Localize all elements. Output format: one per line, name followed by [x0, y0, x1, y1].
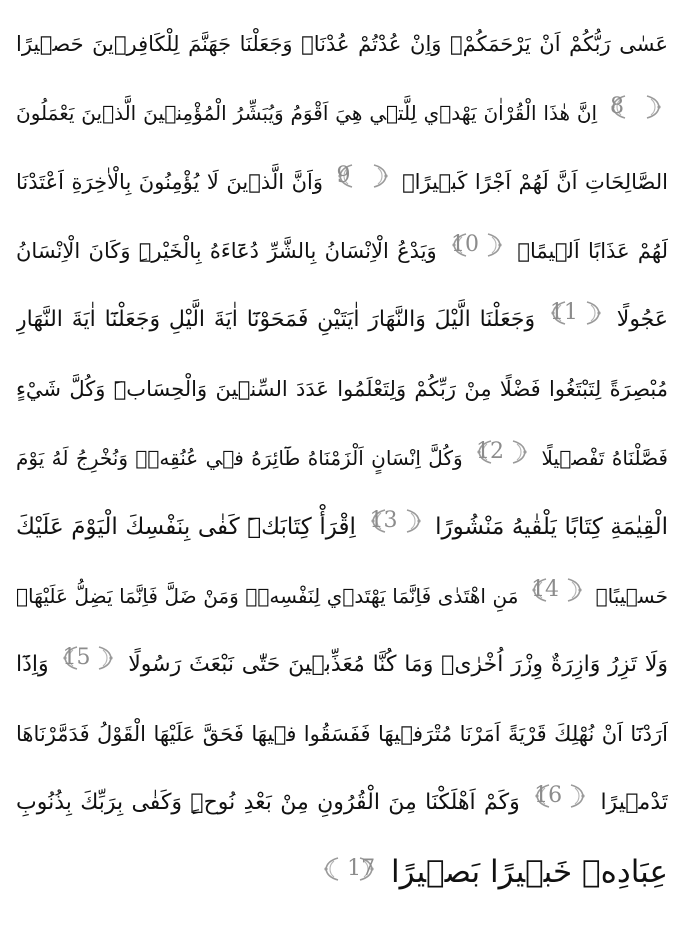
text-line	[16, 152, 668, 221]
ayah-number-marker	[337, 159, 389, 193]
ayah-number-marker	[550, 296, 602, 330]
verse-text: تَدْم۪يرًا	[600, 790, 668, 815]
ayah-number: 17	[347, 856, 376, 881]
ayah-number-marker	[451, 228, 503, 262]
verse-text: وَلَا تَزِرُ وَازِرَةٌ وِزْرَ اُخْرٰىۜ وَمَا كُنَّا مُعَذِّب۪ينَ حَتّٰى نَبْعَثَ رَسُولًا	[128, 652, 668, 677]
verse-text: وَاَنَّ الَّذ۪ينَ لَا يُؤْمِنُونَ بِالْاٰخِرَةِ اَعْتَدْنَا	[16, 170, 324, 194]
ayah-number-marker	[610, 90, 662, 124]
verse-text: الْقِيٰمَةِ كِتَابًا يَلْقٰيهُ مَنْشُورًا	[435, 514, 668, 540]
verse-text: وَاِذَٓا	[16, 652, 49, 677]
text-line	[16, 428, 668, 497]
ayah-number-marker	[370, 504, 422, 538]
text-line	[16, 14, 668, 83]
verse-text: وَكُلَّ اِنْسَانٍ اَلْزَمْنَاهُ طَٓائِرَهُ ف۪ي عُنُقِه۪ۜ وَنُخْرِجُ لَهُ يَوْمَ	[16, 446, 463, 470]
ayah-number: 14	[531, 577, 560, 602]
verse-text: اَرَدْنَٓا اَنْ نُهْلِكَ قَرْيَةً اَمَرْنَا مُتْرَف۪يهَا فَفَسَقُوا ف۪يهَا فَحَقَّ عَلَيْهَا الْقَوْلُ فَدَمَّرْنَاهَا	[16, 722, 668, 746]
ayah-number-marker	[534, 779, 586, 813]
verse-text: حَس۪يبًاۜ	[595, 584, 668, 608]
ayah-number-marker	[476, 435, 528, 469]
text-line	[16, 290, 668, 359]
ayah-number-marker	[323, 852, 375, 886]
text-line	[16, 83, 668, 152]
verse-text: وَيَدْعُ الْاِنْسَانُ بِالشَّرِّ دُعَٓاءَهُ بِالْخَيْرِۜ وَكَانَ الْاِنْسَانُ	[16, 239, 437, 263]
ayah-number: 12	[476, 439, 505, 464]
ayah-number: 9	[336, 163, 351, 188]
verse-text: اِقْرَأْ كِتَابَكَۜ كَفٰى بِنَفْسِكَ الْيَوْمَ عَلَيْكَ	[16, 514, 356, 540]
verse-text: مُبْصِرَةً لِتَبْتَغُوا فَضْلًا مِنْ رَبِّكُمْ وَلِتَعْلَمُوا عَدَدَ السِّن۪ينَ وَالْحِسَابَۜ وَكُلَّ شَيْءٍ	[16, 377, 668, 401]
text-line	[16, 842, 668, 911]
verse-text: مَنِ اهْتَدٰى فَاِنَّمَا يَهْتَد۪ي لِنَفْسِه۪ۚ وَمَنْ ضَلَّ فَاِنَّمَا يَضِلُّ عَلَيْهَاۜ	[16, 584, 519, 608]
text-line	[16, 773, 668, 842]
ayah-number: 13	[369, 508, 398, 533]
text-line	[16, 566, 668, 635]
text-line	[16, 497, 668, 566]
verse-text-body	[16, 14, 668, 911]
verse-text: عِبَادِه۪ خَب۪يرًا بَص۪يرًا	[390, 854, 668, 890]
text-line	[16, 635, 668, 704]
ayah-number: 8	[610, 94, 625, 119]
ayah-number: 15	[62, 645, 91, 670]
ayah-number: 11	[549, 300, 578, 325]
ayah-number: 10	[451, 232, 480, 257]
ayah-number-marker	[62, 641, 114, 675]
ayah-number-marker	[531, 573, 583, 607]
text-line	[16, 704, 668, 773]
text-line	[16, 359, 668, 428]
text-line	[16, 221, 668, 290]
verse-text: وَجَعَلْنَا الَّيْلَ وَالنَّهَارَ اٰيَتَيْنِ فَمَحَوْنَٓا اٰيَةَ الَّيْلِ وَجَعَلْنَٓا اٰيَةَ النَّهَارِ	[16, 307, 536, 332]
ayah-number: 16	[534, 783, 563, 808]
verse-text: عَسٰى رَبُّكُمْ اَنْ يَرْحَمَكُمْۚ وَاِنْ عُدْتُمْ عُدْنَاۢ وَجَعَلْنَا جَهَنَّمَ لِلْكَافِر۪ينَ حَص۪يرًا	[16, 32, 668, 56]
verse-text: اِنَّ هٰذَا الْقُرْاٰنَ يَهْد۪ي لِلَّت۪ي هِيَ اَقْوَمُ وَيُبَشِّرُ الْمُؤْمِن۪ينَ الَّذ۪ينَ يَعْمَلُونَ	[16, 101, 598, 125]
verse-text: وَكَمْ اَهْلَكْنَا مِنَ الْقُرُونِ مِنْ بَعْدِ نُوحٍۜ وَكَفٰى بِرَبِّكَ بِذُنُوبِ	[16, 790, 520, 815]
verse-text: عَجُولًا	[616, 307, 668, 332]
verse-text: فَصَّلْنَاهُ تَفْص۪يلًا	[541, 446, 668, 470]
verse-text: لَهُمْ عَذَابًا اَل۪يمًا۟	[517, 239, 668, 263]
verse-text: الصَّالِحَاتِ اَنَّ لَهُمْ اَجْرًا كَب۪يرًاۙ	[402, 170, 668, 194]
